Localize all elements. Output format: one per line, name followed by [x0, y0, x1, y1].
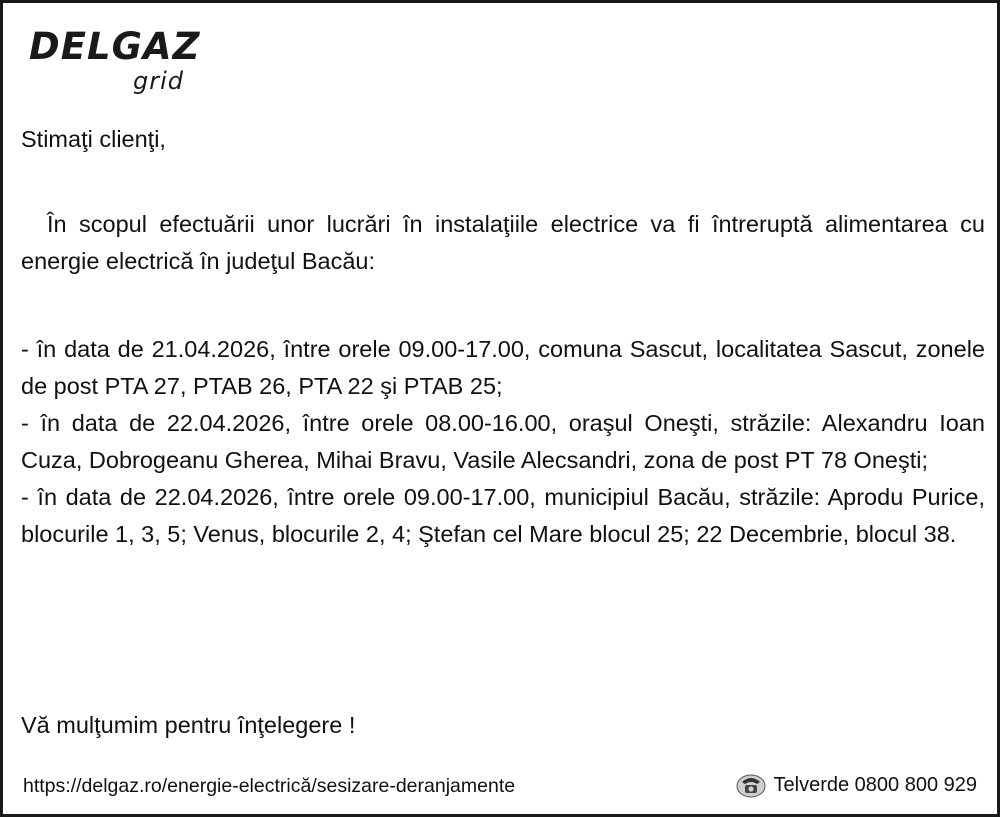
greeting: Stimaţi clienţi,: [21, 126, 166, 152]
telephone-icon: [736, 772, 766, 798]
logo-subtitle: grid: [133, 67, 185, 95]
outage-item-2: - în data de 22.04.2026, între orele 08.00-16.00, oraşul Oneşti, străzile: Alexandru Ioan Cuza, Dobrogeanu Gherea, Mihai Bravu, Vasile Alecsandri, zona de post PT 78 Oneşti;: [21, 410, 985, 473]
footer-url-link[interactable]: https://delgaz.ro/energie-electrică/sesizare-deranjamente: [23, 775, 516, 797]
outage-item-3: - în data de 22.04.2026, între orele 09.00-17.00, municipiul Bacău, străzile: Aprodu Purice, blocurile 1, 3, 5; Venus, blocurile 2, 4; Ştefan cel Mare blocul 25; 22 Decembrie, blocul 38.: [21, 484, 985, 547]
intro-paragraph: În scopul efectuării unor lucrări în instalaţiile electrice va fi întreruptă alimentarea cu energie electrică în judeţul Bacău:: [21, 211, 985, 274]
phone-number: Telverde 0800 800 929: [773, 774, 977, 796]
outage-list: [21, 331, 985, 553]
footer-phone: [736, 771, 978, 799]
delgaz-logo: [29, 27, 204, 97]
logo-name: DELGAZ: [29, 25, 201, 68]
closing-message: Vă mulţumim pentru înţelegere !: [21, 712, 356, 738]
outage-item-1: - în data de 21.04.2026, între orele 09.00-17.00, comuna Sascut, localitatea Sascut, zonele de post PTA 27, PTAB 26, PTA 22 şi PTAB 25;: [21, 336, 985, 399]
